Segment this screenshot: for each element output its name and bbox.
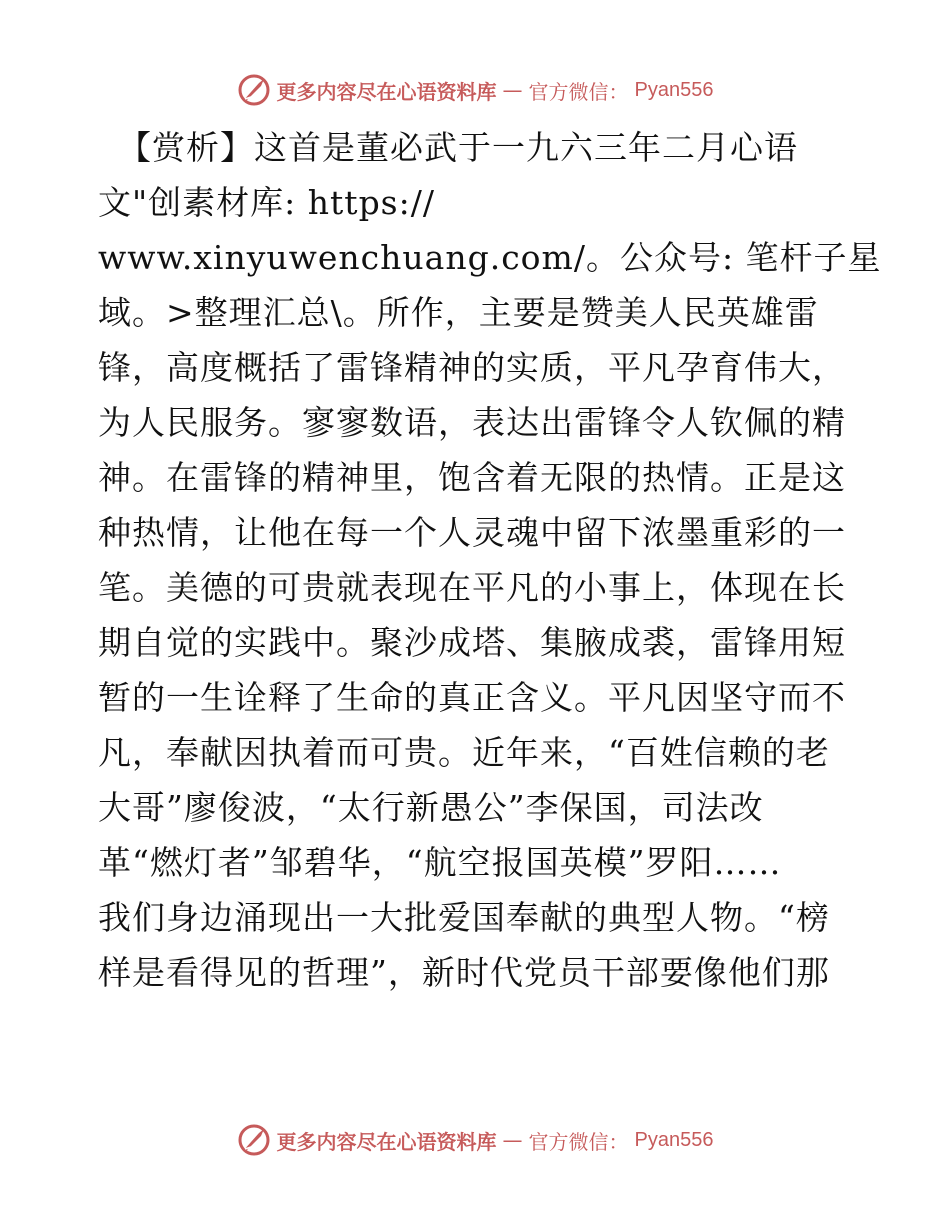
body-line-10: 期自觉的实践中。聚沙成塔、集腋成裘，雷锋用短 xyxy=(98,623,846,662)
header-banner-id: Pyan556 xyxy=(634,78,714,101)
body-line-14: 革“燃灯者”邹碧华，“航空报国英模”罗阳…… xyxy=(98,843,782,882)
footer-banner-official: 官方微信： xyxy=(528,1129,629,1154)
body-line-2: 文"创素材库: https:// xyxy=(98,183,435,222)
body-line-11: 暂的一生诠释了生命的真正含义。平凡因坚守而不 xyxy=(98,678,846,717)
body-line-7: 神。在雷锋的精神里，饱含着无限的热情。正是这 xyxy=(98,458,846,497)
quill-logo-icon xyxy=(237,1123,271,1157)
body-line-8: 种热情，让他在每一个人灵魂中留下浓墨重彩的一 xyxy=(98,513,846,552)
body-line-5: 锋，高度概括了雷锋精神的实质，平凡孕育伟大， xyxy=(98,348,846,387)
footer-banner-text: 更多内容尽在心语资料库 xyxy=(276,1129,497,1154)
footer-banner xyxy=(0,1120,950,1160)
footer-banner-dash: — xyxy=(502,1128,523,1152)
body-line-1: 【赏析】这首是董必武于一九六三年二月心语 xyxy=(118,128,798,167)
header-banner-inner xyxy=(237,73,714,107)
quill-logo-icon xyxy=(237,73,271,107)
header-banner-official: 官方微信： xyxy=(528,79,629,104)
body-line-6: 为人民服务。寥寥数语，表达出雷锋令人钦佩的精 xyxy=(98,403,846,442)
body-line-4: 域。>整理汇总\。所作，主要是赞美人民英雄雷 xyxy=(98,293,819,332)
body-line-16: 样是看得见的哲理”，新时代党员干部要像他们那 xyxy=(98,953,830,992)
article-body xyxy=(98,120,882,1000)
footer-banner-id: Pyan556 xyxy=(634,1128,714,1151)
body-line-13: 大哥”廖俊波，“太行新愚公”李保国，司法改 xyxy=(98,788,764,827)
footer-banner-inner xyxy=(237,1123,714,1157)
header-banner-text: 更多内容尽在心语资料库 xyxy=(276,79,497,104)
body-line-9: 笔。美德的可贵就表现在平凡的小事上，体现在长 xyxy=(98,568,846,607)
body-line-3: www.xinyuwenchuang.com/。公众号: 笔杆子星 xyxy=(98,238,882,277)
header-banner-dash: — xyxy=(502,78,523,102)
body-line-15: 我们身边涌现出一大批爱国奉献的典型人物。“榜 xyxy=(98,898,830,937)
body-line-12: 凡，奉献因执着而可贵。近年来，“百姓信赖的老 xyxy=(98,733,830,772)
header-banner xyxy=(0,70,950,110)
